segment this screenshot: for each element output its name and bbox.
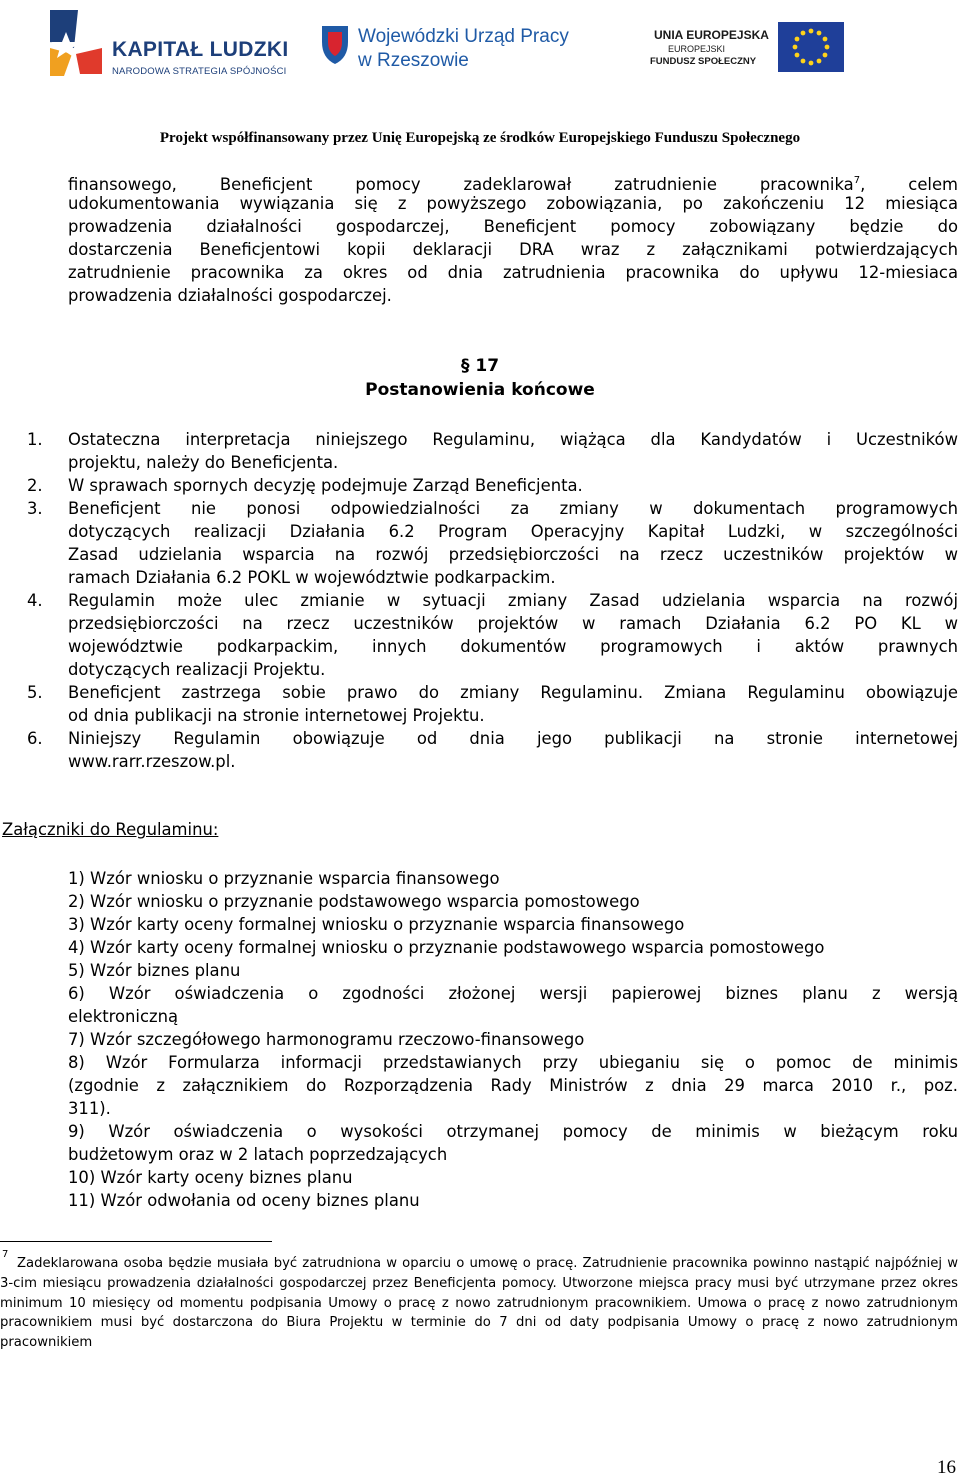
attachment-7: 7) Wzór szczegółowego harmonogramu rzeczowo-finansowego bbox=[68, 1030, 585, 1049]
kapital-ludzki-star-icon bbox=[44, 8, 106, 78]
kl-subtitle: NARODOWA STRATEGIA SPÓJNOŚCI bbox=[112, 66, 287, 77]
provision-1-line-2: projektu, należy do Beneficjenta. bbox=[68, 453, 339, 472]
provision-3-line-1: Beneficjent nie ponosi odpowiedzialności za zmiany w dokumentach programowych bbox=[68, 499, 958, 518]
eu-flag-icon bbox=[778, 22, 844, 72]
eu-line1: UNIA EUROPEJSKA bbox=[654, 28, 769, 42]
provision-1-number: 1. bbox=[27, 430, 43, 449]
attachment-9-line-1: 9) Wzór oświadczenia o wysokości otrzymanej pomocy de minimis w bieżącym roku bbox=[68, 1122, 958, 1141]
page-number: 16 bbox=[937, 1457, 956, 1478]
provision-2-number: 2. bbox=[27, 476, 43, 495]
attachment-8-line-3: 311). bbox=[68, 1099, 111, 1118]
kapital-ludzki-logo bbox=[44, 8, 294, 80]
provision-6-line-1: Niniejszy Regulamin obowiązuje od dnia jego publikacji na stronie internetowej bbox=[68, 729, 958, 748]
kl-title: KAPITAŁ LUDZKI bbox=[112, 38, 289, 61]
wup-emblem-icon bbox=[318, 22, 352, 66]
attachment-3: 3) Wzór karty oceny formalnej wniosku o przyznanie wsparcia finansowego bbox=[68, 915, 685, 934]
provision-3-line-3: Zasad udzielania wsparcia na rozwój przedsiębiorczości na rzecz uczestników projektów w bbox=[68, 545, 958, 564]
provision-6-line-2: www.rarr.rzeszow.pl. bbox=[68, 752, 236, 771]
intro-line-6: prowadzenia działalności gospodarczej. bbox=[68, 286, 392, 305]
footnote-divider bbox=[0, 1241, 272, 1242]
attachments-heading: Załączniki do Regulaminu: bbox=[2, 820, 219, 839]
provision-4-line-3: województwie podkarpackim, innych dokumentów programowych i aktów prawnych bbox=[68, 637, 958, 656]
provision-3-number: 3. bbox=[27, 499, 43, 518]
provision-4-line-4: dotyczących realizacji Projektu. bbox=[68, 660, 326, 679]
provision-4-number: 4. bbox=[27, 591, 43, 610]
attachment-10: 10) Wzór karty oceny biznes planu bbox=[68, 1168, 353, 1187]
provision-3-line-2: dotyczących realizacji Działania 6.2 Program Operacyjny Kapitał Ludzki, w szczególności bbox=[68, 522, 958, 541]
section-number: § 17 bbox=[460, 356, 500, 376]
provision-2-line-1: W sprawach spornych decyzję podejmuje Zarząd Beneficjenta. bbox=[68, 476, 583, 495]
attachment-8-line-2: (zgodnie z załącznikiem do Rozporządzenia Rady Ministrów z dnia 29 marca 2010 r., poz. bbox=[68, 1076, 958, 1095]
attachment-2: 2) Wzór wniosku o przyznanie podstawowego wsparcia pomostowego bbox=[68, 892, 640, 911]
intro-line-5: zatrudnienie pracownika za okres od dnia zatrudnienia pracownika do upływu 12-miesiaca bbox=[68, 263, 958, 282]
intro-line-3: prowadzenia działalności gospodarczej, Beneficjent pomocy zobowiązany będzie do bbox=[68, 217, 958, 236]
eu-line2: EUROPEJSKI bbox=[668, 44, 726, 54]
provision-4-line-1: Regulamin może ulec zmianie w sytuacji zmiany Zasad udzielania wsparcia na rozwój bbox=[68, 591, 958, 610]
provision-5-line-2: od dnia publikacji na stronie internetowej Projektu. bbox=[68, 706, 485, 725]
intro-line-1-tail: , celem bbox=[860, 175, 959, 194]
provision-5-line-1: Beneficjent zastrzega sobie prawo do zmiany Regulaminu. Zmiana Regulaminu obowiązuje bbox=[68, 683, 958, 702]
attachment-5: 5) Wzór biznes planu bbox=[68, 961, 241, 980]
eu-logo bbox=[650, 14, 850, 80]
intro-line-4: dostarczenia Beneficjentowi kopii deklaracji DRA wraz z załącznikami potwierdzających bbox=[68, 240, 958, 259]
footnote-text: Zadeklarowana osoba będzie musiała być zatrudniona w oparciu o umowę o pracę. Zatrudnienie pracownika powinno nastąpić najpóźniej w 3-cim miesiącu prowadzenia działalności gospodarczej przez Beneficjenta pomocy. Utworzone miejsca pracy musi być utrzymane przez okres minimum 10 miesięcy od momentu podpisania Umowy o pracę z nowo zatrudnionym pracownikiem. Umowa o pracę z nowo zatrudnionym pracownikiem musi być dostarczona do Biura Projektu w terminie do 7 dni od daty podpisania Umowy o pracę z nowo zatrudnionym pracownikiem bbox=[0, 1256, 958, 1351]
attachment-9-line-2: budżetowym oraz w 2 latach poprzedzających bbox=[68, 1145, 448, 1164]
wup-line2: w Rzeszowie bbox=[358, 50, 469, 71]
eu-line3: FUNDUSZ SPOŁECZNY bbox=[650, 56, 757, 67]
attachment-6-line-1: 6) Wzór oświadczenia o zgodności złożonej wersji papierowej biznes planu z wersją bbox=[68, 984, 958, 1003]
attachment-4: 4) Wzór karty oceny formalnej wniosku o przyznanie podstawowego wsparcia pomostowego bbox=[68, 938, 825, 957]
wup-logo bbox=[318, 18, 608, 76]
wup-line1: Wojewódzki Urząd Pracy bbox=[358, 26, 569, 47]
attachment-8-line-1: 8) Wzór Formularza informacji przedstawianych przy ubieganiu się o pomoc de minimis bbox=[68, 1053, 958, 1072]
funding-statement: Projekt współfinansowany przez Unię Europejską ze środków Europejskiego Funduszu Społecznego bbox=[159, 130, 801, 146]
attachment-11: 11) Wzór odwołania od oceny biznes planu bbox=[68, 1191, 420, 1210]
footnote-mark: 7 bbox=[2, 1249, 9, 1260]
provision-3-line-4: ramach Działania 6.2 POKL w województwie podkarpackim. bbox=[68, 568, 556, 587]
attachment-6-line-2: elektroniczną bbox=[68, 1007, 179, 1026]
intro-line-1-text: finansowego, Beneficjent pomocy zadeklarował zatrudnienie pracownika bbox=[68, 175, 854, 194]
intro-line-2: udokumentowania wywiązania się z powyższego zobowiązania, po zakończeniu 12 miesiąca bbox=[68, 194, 958, 213]
provision-1-line-1: Ostateczna interpretacja niniejszego Regulaminu, wiążąca dla Kandydatów i Uczestników bbox=[68, 430, 958, 449]
section-title: Postanowienia końcowe bbox=[365, 380, 595, 400]
provision-5-number: 5. bbox=[27, 683, 43, 702]
footnote-ref[interactable]: 7 bbox=[853, 175, 861, 186]
provision-4-line-2: przedsiębiorczości na rzecz uczestników projektów w ramach Działania 6.2 PO KL w bbox=[68, 614, 958, 633]
attachment-1: 1) Wzór wniosku o przyznanie wsparcia finansowego bbox=[68, 869, 500, 888]
provision-6-number: 6. bbox=[27, 729, 43, 748]
